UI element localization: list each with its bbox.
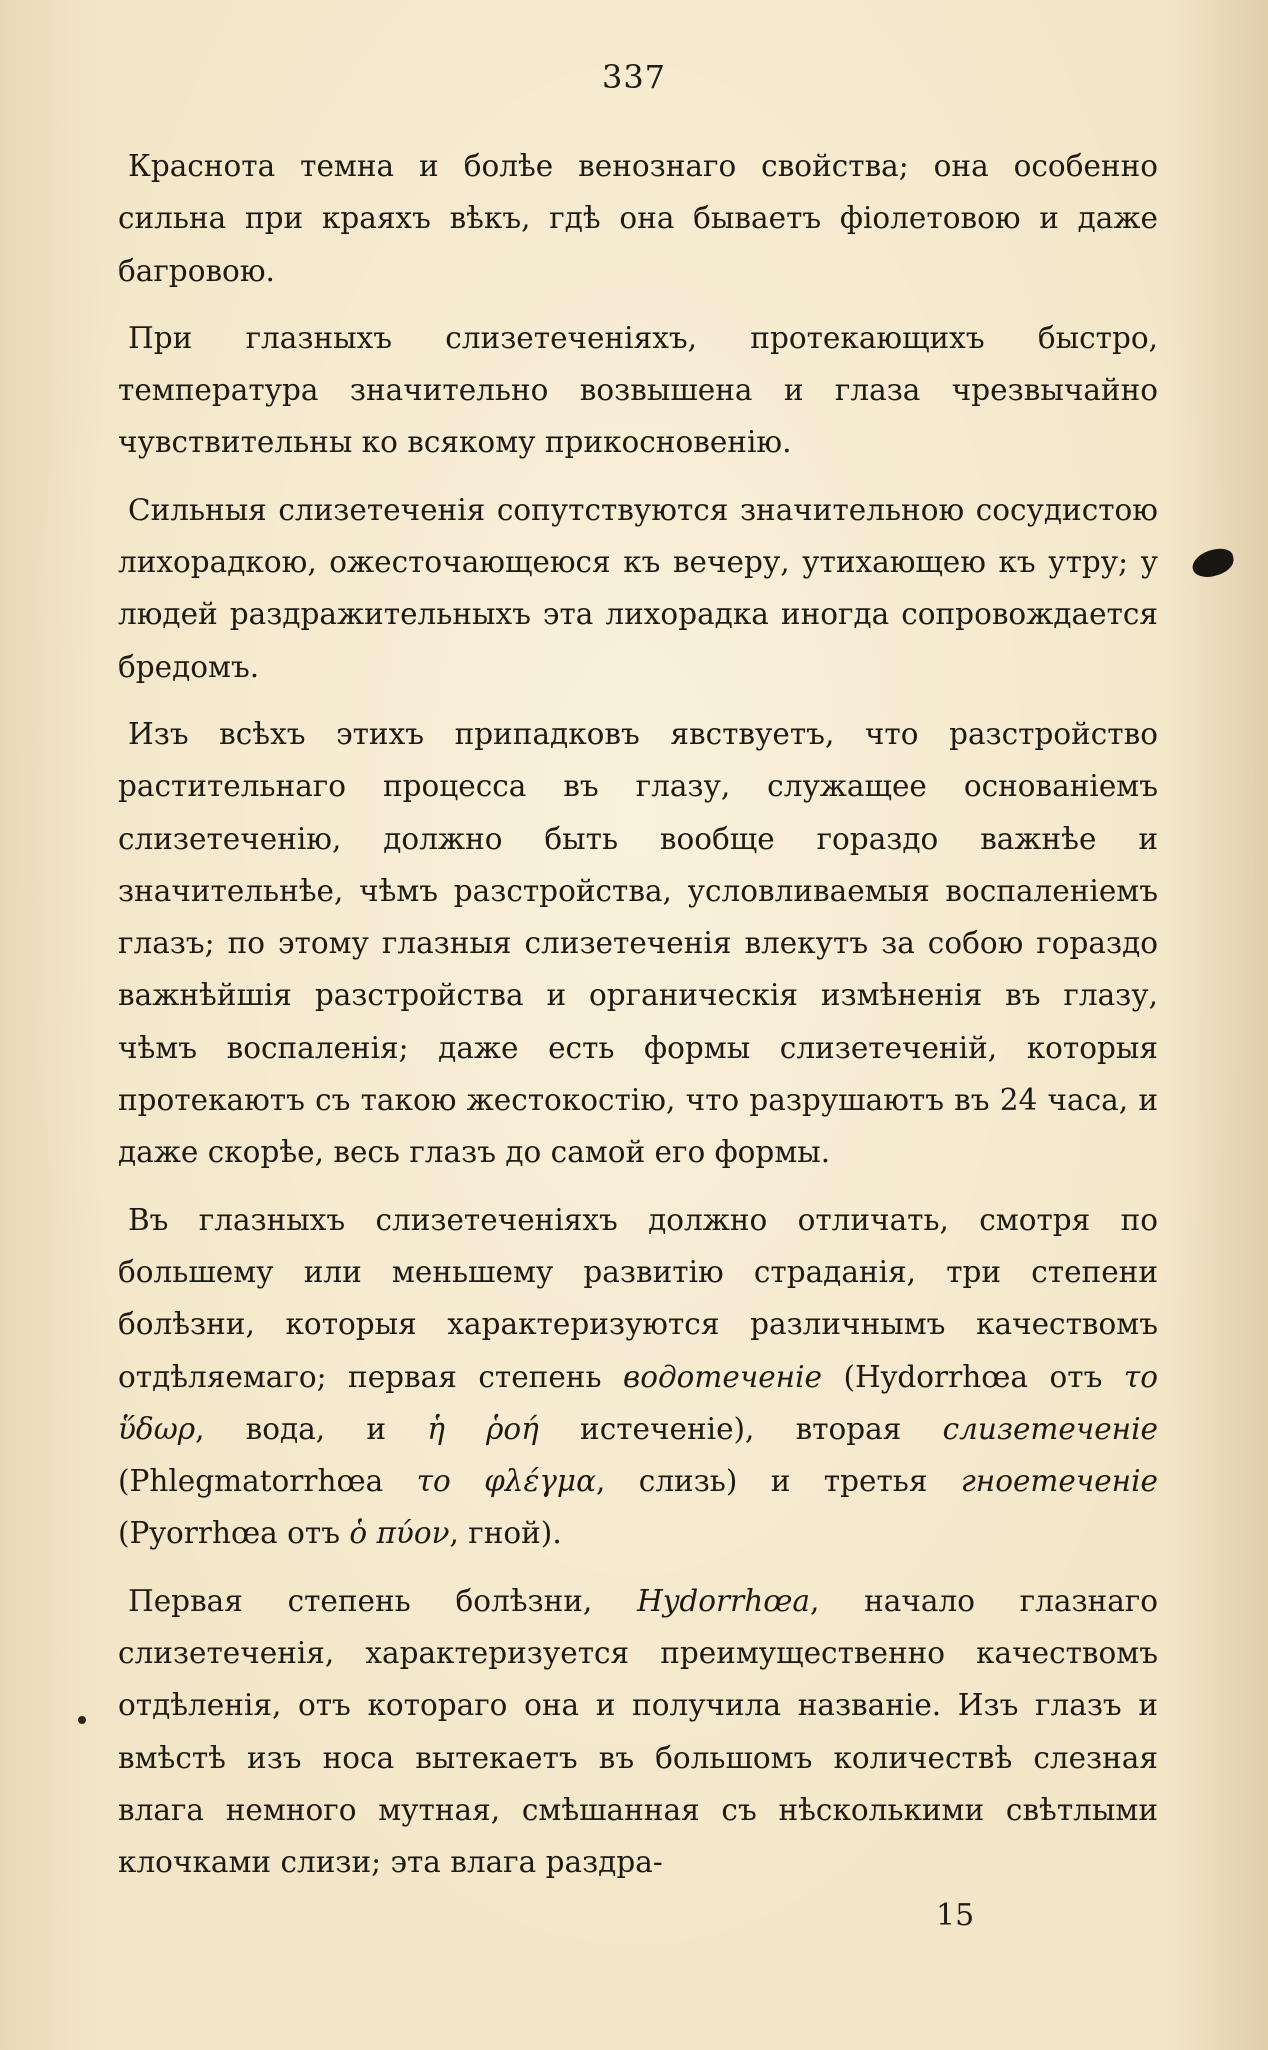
italic-term: το ὕδωρ — [118, 1359, 1158, 1446]
text-run: Краснота темна и болѣе венознаго свойства; она особенно сильна при краяхъ вѣкъ, гдѣ она бываетъ фіолетовою и даже багровою. — [118, 149, 1158, 288]
text-run: (Pyorrhœa отъ — [118, 1516, 350, 1551]
text-run: истеченіе), вторая — [538, 1411, 943, 1446]
italic-term: слизетеченіе — [942, 1411, 1158, 1446]
text-run: , слизь) и третья — [596, 1464, 961, 1499]
italic-term: гноетеченіе — [960, 1464, 1158, 1499]
paragraph — [118, 484, 1158, 693]
text-run: Изъ всѣхъ этихъ припадковъ явствуетъ, что разстройство растительнаго процесса въ глазу, служащее основаніемъ слизетеченію, должно быть вообще гораздо важнѣе и значительнѣе, чѣмъ разстройства, условливаемыя воспаленіемъ глазъ; по этому глазныя слизетеченія влекутъ за собою гораздо важнѣйшія разстройства и органическія измѣненія въ глазу, чѣмъ воспаленія; даже есть формы слизетеченій, которыя протекаютъ съ такою жестокостію, что разрушаютъ въ 24 часа, и даже скорѣе, весь глазъ до самой его формы. — [118, 716, 1158, 1170]
text-run: (Phlegmatorrhœa — [118, 1464, 417, 1499]
italic-term: το φλέγμα — [416, 1464, 597, 1499]
text-run: Въ глазныхъ слизетеченіяхъ должно отличать, смотря по большему или меньшему развитію страданія, три степени болѣзни, которыя характеризуются различнымъ качествомъ отдѣляемаго; первая степень — [118, 1202, 1158, 1394]
page-number: 337 — [601, 58, 667, 96]
text-run: При глазныхъ слизетеченіяхъ, протекающихъ быстро, температура значительно возвышена и глаза чрезвычайно чувствительны ко всякому прикосновенію. — [118, 320, 1158, 460]
text-run: , гной). — [449, 1516, 562, 1551]
italic-term: ἡ ῥοή — [427, 1411, 539, 1446]
italic-term: Hydorrhœa — [637, 1583, 811, 1618]
paragraph — [118, 1194, 1158, 1560]
italic-term: водотеченіе — [623, 1359, 822, 1394]
paragraph — [118, 312, 1158, 469]
text-run: Сильныя слизетеченія сопутствуются значительною сосудистою лихорадкою, ожесточающеюся къ вечеру, утихающею къ утру; у людей раздражительныхъ эта лихорадка иногда сопровождается бредомъ. — [118, 492, 1158, 684]
margin-dot-mark — [78, 1716, 86, 1724]
ink-blot-mark — [1190, 546, 1236, 580]
paragraph — [118, 140, 1158, 297]
paragraph — [118, 1575, 1158, 1889]
text-run: , начало глазнаго слизетеченія, характеризуется преимущественно качествомъ отдѣленія, отъ котораго она и получила названіе. Изъ глазъ и вмѣстѣ изъ носа вытекаетъ въ большомъ количествѣ слезная влага немного мутная, смѣшанная съ нѣсколькими свѣтлыми клочками слизи; эта влага раздра- — [118, 1583, 1159, 1880]
text-run: Первая степень болѣзни, — [128, 1583, 638, 1618]
italic-term: ὁ πύον — [349, 1516, 450, 1551]
text-run: , вода, и — [195, 1411, 428, 1446]
signature-mark: 15 — [936, 1898, 975, 1933]
paragraph — [118, 708, 1158, 1179]
text-run: (Hydorrhœa отъ — [821, 1359, 1124, 1394]
body-text — [118, 140, 1158, 1889]
